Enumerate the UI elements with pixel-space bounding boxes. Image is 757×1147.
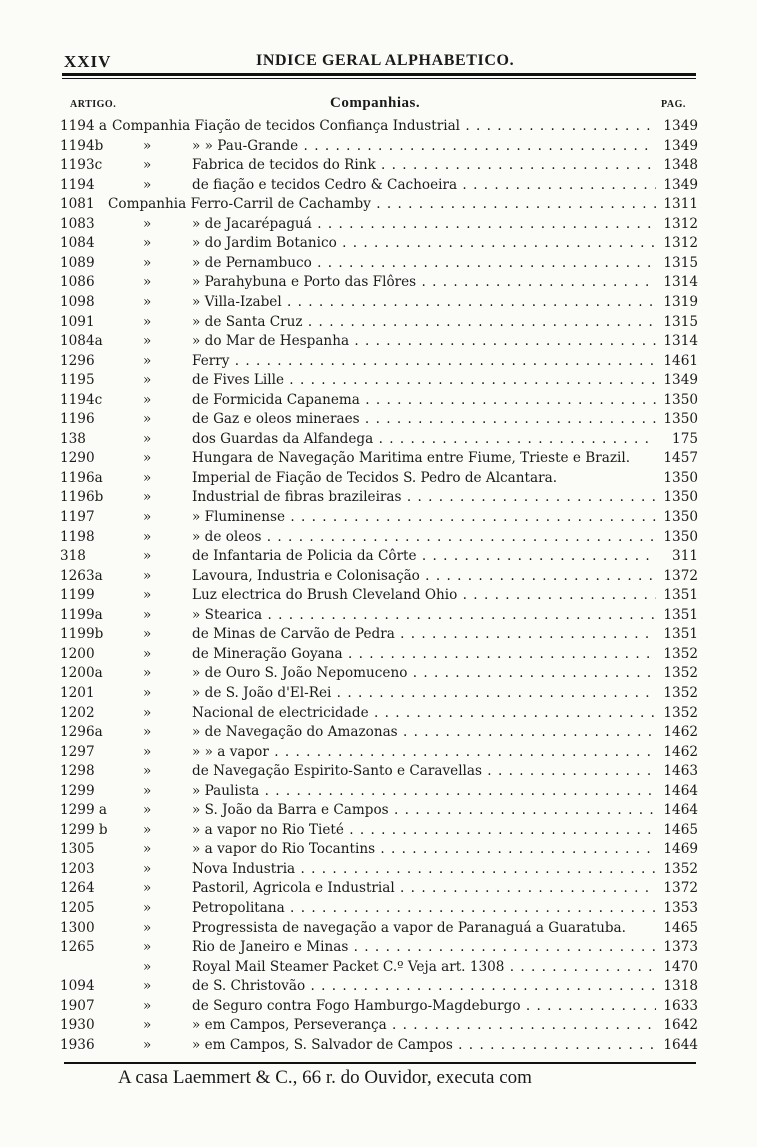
ditto-mark: »: [143, 645, 152, 662]
entry-description: » de Santa Cruz . . .: [192, 314, 656, 330]
article-number: 1290: [60, 450, 95, 467]
header-rule-thin: [62, 78, 696, 79]
entry-description: de Infantaria de Policia da Côrte . . .: [192, 548, 656, 564]
entry-description: Industrial de fibras brazileiras . . .: [192, 489, 656, 505]
index-row: [0, 138, 757, 158]
entry-description: » » Pau-Grande . . .: [192, 138, 656, 154]
ditto-mark: »: [143, 1017, 152, 1034]
index-row: [0, 783, 757, 803]
ditto-mark: »: [143, 860, 152, 877]
article-number: 1205: [60, 900, 95, 916]
page-reference: 1633: [663, 997, 698, 1014]
index-row: [0, 685, 757, 705]
ditto-mark: »: [143, 293, 152, 310]
article-number: 1196a: [60, 469, 103, 486]
page-number: XXIV: [64, 52, 112, 71]
ditto-mark: »: [143, 215, 152, 232]
article-number: 1297: [60, 743, 95, 760]
section-title: Companhias.: [330, 95, 421, 111]
index-row: [0, 665, 757, 685]
page-reference: 1318: [663, 978, 698, 995]
index-row: [0, 353, 757, 373]
page-reference: 1373: [663, 939, 698, 956]
ditto-mark: »: [143, 567, 152, 584]
entry-description: Imperial de Fiação de Tecidos S. Pedro de Alcantara.: [192, 469, 558, 486]
entry-description: dos Guardas da Alfandega . . .: [192, 431, 656, 447]
ditto-mark: »: [143, 939, 152, 956]
entry-description: » de Navegação do Amazonas . . .: [192, 724, 656, 740]
ditto-mark: »: [143, 235, 152, 252]
ditto-mark: »: [143, 919, 152, 936]
entry-description: » S. João da Barra e Campos . . .: [192, 802, 656, 818]
article-number: 1200a: [60, 665, 103, 682]
ditto-mark: »: [143, 958, 152, 975]
index-row: [0, 1037, 757, 1057]
index-row: [0, 802, 757, 822]
ditto-mark: »: [143, 176, 152, 193]
article-number: 1086: [60, 274, 95, 291]
page-reference: 1463: [663, 763, 698, 780]
entry-description: Petropolitana . . .: [192, 900, 656, 916]
article-number: 1264: [60, 880, 95, 897]
page-reference: 1352: [663, 860, 698, 877]
index-row: [0, 431, 757, 451]
index-row: [0, 861, 757, 881]
index-row: [0, 411, 757, 431]
entry-description: » de Pernambuco . . .: [192, 255, 656, 271]
index-row: [0, 900, 757, 920]
column-header-pag: PAG.: [661, 99, 686, 110]
page-reference: 1352: [663, 684, 698, 701]
article-number: 1936: [60, 1036, 95, 1053]
index-row: [0, 587, 757, 607]
ditto-mark: »: [143, 430, 152, 447]
article-number: 1200: [60, 645, 95, 662]
ditto-mark: »: [143, 704, 152, 721]
ditto-mark: »: [143, 411, 152, 428]
ditto-mark: »: [143, 274, 152, 291]
entry-description: » Fluminense . . .: [192, 509, 656, 525]
footer-text: A casa Laemmert & C., 66 r. do Ouvidor, executa com: [118, 1067, 532, 1088]
article-number: 318: [60, 548, 86, 565]
index-row: [0, 314, 757, 334]
index-row: [0, 841, 757, 861]
entry-description: de S. Christovão . . .: [192, 978, 656, 994]
index-row: [0, 998, 757, 1018]
index-row: [0, 978, 757, 998]
article-number: 1299: [60, 782, 95, 799]
index-row: [0, 157, 757, 177]
index-row: [0, 450, 757, 470]
page-reference: 1312: [663, 235, 698, 252]
page-reference: 1642: [663, 1017, 698, 1034]
article-number: 1202: [60, 704, 95, 721]
entry-description: Royal Mail Steamer Packet C.º Veja art. 1308 . . .: [192, 959, 656, 975]
ditto-mark: »: [143, 665, 152, 682]
ditto-mark: »: [143, 724, 152, 741]
entry-description: Companhia Ferro-Carril de Cachamby . . .: [108, 196, 656, 212]
entry-description: » de Ouro S. João Nepomuceno . . .: [192, 665, 656, 681]
entry-description: Luz electrica do Brush Cleveland Ohio . . .: [192, 587, 656, 603]
page-reference: 1461: [663, 352, 698, 369]
article-number: 1199: [60, 587, 95, 604]
index-row: [0, 959, 757, 979]
index-row: [0, 509, 757, 529]
article-number: 1197: [60, 509, 95, 525]
ditto-mark: »: [143, 978, 152, 995]
ditto-mark: »: [143, 313, 152, 330]
page-reference: 311: [672, 548, 698, 565]
article-number: 1193c: [60, 157, 103, 174]
article-number: 1930: [60, 1017, 95, 1034]
article-number: 1199a: [60, 606, 103, 623]
article-number: 1299 a: [60, 802, 108, 819]
page-reference: 1315: [663, 254, 698, 271]
page-reference: 1350: [663, 469, 698, 486]
article-number: 1196: [60, 411, 95, 428]
page-reference: 1351: [663, 606, 698, 623]
article-number: 1305: [60, 841, 95, 858]
entry-description: Hungara de Navegação Maritima entre Fiume, Trieste e Brazil.: [192, 450, 631, 467]
page-reference: 1462: [663, 724, 698, 741]
entry-description: » Stearica . . .: [192, 607, 656, 623]
article-number: 1089: [60, 254, 95, 271]
entry-description: » Paulista . . .: [192, 783, 656, 799]
article-number: 1194: [60, 176, 95, 193]
index-row: [0, 372, 757, 392]
entry-description: Companhia Fiação de tecidos Confiança Industrial . . .: [112, 118, 656, 134]
ditto-mark: »: [143, 743, 152, 760]
entry-description: de Seguro contra Fogo Hamburgo-Magdeburgo . . .: [192, 998, 656, 1014]
entry-description: Lavoura, Industria e Colonisação . . .: [192, 568, 656, 584]
index-row: [0, 920, 757, 940]
article-number: 1194c: [60, 391, 103, 408]
entry-description: de Navegação Espirito-Santo e Caravellas . . .: [192, 763, 656, 779]
index-row: [0, 744, 757, 764]
entry-description: Pastoril, Agricola e Industrial . . .: [192, 880, 656, 896]
article-number: 1198: [60, 528, 95, 545]
entry-description: Fabrica de tecidos do Rink . . .: [192, 157, 656, 173]
page-reference: 1348: [663, 157, 698, 174]
index-row: [0, 939, 757, 959]
entry-description: Nacional de electricidade . . .: [192, 705, 656, 721]
page-reference: 1349: [663, 137, 698, 154]
article-number: 1081: [60, 196, 95, 213]
index-row: [0, 177, 757, 197]
footer-rule: [64, 1062, 696, 1064]
article-number: 1199b: [60, 626, 104, 643]
page-reference: 1465: [663, 821, 698, 838]
index-row: [0, 626, 757, 646]
index-row: [0, 392, 757, 412]
ditto-mark: »: [143, 137, 152, 154]
page-reference: 1352: [663, 645, 698, 662]
page-reference: 1349: [663, 118, 698, 134]
ditto-mark: »: [143, 333, 152, 350]
index-row: [0, 763, 757, 783]
entry-description: » em Campos, Perseverança . . .: [192, 1017, 656, 1033]
index-row: [0, 274, 757, 294]
entry-description: » Villa-Izabel . . .: [192, 294, 656, 310]
page-reference: 1349: [663, 176, 698, 193]
index-row: [0, 216, 757, 236]
index-row: [0, 235, 757, 255]
index-row: [0, 1017, 757, 1037]
article-number: 1263a: [60, 567, 103, 584]
article-number: 1299 b: [60, 821, 108, 838]
ditto-mark: »: [143, 880, 152, 897]
article-number: 1194 a: [60, 118, 108, 134]
index-row: [0, 607, 757, 627]
article-number: 1203: [60, 860, 95, 877]
entry-description: de Mineração Goyana . . .: [192, 646, 656, 662]
ditto-mark: »: [143, 352, 152, 369]
page-reference: 1464: [663, 782, 698, 799]
entry-description: de Minas de Carvão de Pedra . . .: [192, 626, 656, 642]
page-reference: 1314: [663, 274, 698, 291]
ditto-mark: »: [143, 997, 152, 1014]
index-row: [0, 568, 757, 588]
index-row: [0, 880, 757, 900]
ditto-mark: »: [143, 841, 152, 858]
entry-description: Nova Industria . . .: [192, 861, 656, 877]
ditto-mark: »: [143, 548, 152, 565]
entry-description: » a vapor do Rio Tocantins . . .: [192, 841, 656, 857]
article-number: 1084a: [60, 333, 103, 350]
entry-description: de fiação e tecidos Cedro & Cachoeira . . .: [192, 177, 656, 193]
entry-description: Ferry . . .: [192, 353, 656, 369]
entry-description: » de oleos . . .: [192, 529, 656, 545]
ditto-mark: »: [143, 469, 152, 486]
article-number: 1265: [60, 939, 95, 956]
page-reference: 1372: [663, 567, 698, 584]
article-number: 1296a: [60, 724, 103, 741]
article-number: 138: [60, 430, 86, 447]
entry-description: » Parahybuna e Porto das Flôres . . .: [192, 274, 656, 290]
header-rule-thick: [62, 73, 696, 76]
page-reference: 1312: [663, 215, 698, 232]
article-number: 1083: [60, 215, 95, 232]
article-number: 1296: [60, 352, 95, 369]
index-row: [0, 470, 757, 490]
page-reference: 175: [672, 430, 698, 447]
ditto-mark: »: [143, 900, 152, 916]
page-reference: 1353: [663, 900, 698, 916]
ditto-mark: »: [143, 372, 152, 389]
ditto-mark: »: [143, 391, 152, 408]
ditto-mark: »: [143, 509, 152, 525]
article-number: 1298: [60, 763, 95, 780]
page-reference: 1644: [663, 1036, 698, 1053]
index-row: [0, 548, 757, 568]
ditto-mark: »: [143, 606, 152, 623]
ditto-mark: »: [143, 1036, 152, 1053]
article-number: 1194b: [60, 137, 104, 154]
ditto-mark: »: [143, 528, 152, 545]
ditto-mark: »: [143, 684, 152, 701]
index-row: [0, 822, 757, 842]
index-row: [0, 646, 757, 666]
entry-description: » em Campos, S. Salvador de Campos . . .: [192, 1037, 656, 1053]
article-number: 1098: [60, 293, 95, 310]
article-number: 1201: [60, 684, 95, 701]
page-reference: 1351: [663, 626, 698, 643]
ditto-mark: »: [143, 157, 152, 174]
page-reference: 1464: [663, 802, 698, 819]
page-reference: 1351: [663, 587, 698, 604]
page-reference: 1349: [663, 372, 698, 389]
page-reference: 1350: [663, 411, 698, 428]
entry-description: de Formicida Capanema . . .: [192, 392, 656, 408]
entry-description: Rio de Janeiro e Minas . . .: [192, 939, 656, 955]
ditto-mark: »: [143, 821, 152, 838]
index-row: [0, 196, 757, 216]
index-row: [0, 724, 757, 744]
index-row: [0, 705, 757, 725]
ditto-mark: »: [143, 450, 152, 467]
index-row: [0, 118, 757, 138]
entry-description: » a vapor no Rio Tieté . . .: [192, 822, 656, 838]
index-row: [0, 255, 757, 275]
ditto-mark: »: [143, 254, 152, 271]
column-header-artigo: ARTIGO.: [70, 99, 117, 110]
entry-description: » » a vapor . . .: [192, 744, 656, 760]
page-reference: 1372: [663, 880, 698, 897]
page-reference: 1350: [663, 509, 698, 525]
entry-description: de Gaz e oleos mineraes . . .: [192, 411, 656, 427]
article-number: 1091: [60, 313, 95, 330]
page-reference: 1352: [663, 704, 698, 721]
entry-description: Progressista de navegação a vapor de Paranaguá a Guaratuba.: [192, 919, 626, 936]
page-reference: 1350: [663, 528, 698, 545]
article-number: 1907: [60, 997, 95, 1014]
article-number: 1084: [60, 235, 95, 252]
page-reference: 1465: [663, 919, 698, 936]
page-reference: 1311: [663, 196, 698, 213]
page-reference: 1462: [663, 743, 698, 760]
entry-description: » do Jardim Botanico . . .: [192, 235, 656, 251]
page-reference: 1352: [663, 665, 698, 682]
index-row: [0, 333, 757, 353]
page-reference: 1457: [663, 450, 698, 467]
index-row: [0, 489, 757, 509]
page-reference: 1314: [663, 333, 698, 350]
article-number: 1196b: [60, 489, 104, 506]
index-row: [0, 529, 757, 549]
article-number: 1094: [60, 978, 95, 995]
page-reference: 1470: [663, 958, 698, 975]
ditto-mark: »: [143, 763, 152, 780]
entry-description: » do Mar de Hespanha . . .: [192, 333, 656, 349]
page-reference: 1469: [663, 841, 698, 858]
ditto-mark: »: [143, 489, 152, 506]
entry-description: de Fives Lille . . .: [192, 372, 656, 388]
index-row: [0, 294, 757, 314]
page-reference: 1350: [663, 391, 698, 408]
page-reference: 1315: [663, 313, 698, 330]
ditto-mark: »: [143, 782, 152, 799]
page-reference: 1350: [663, 489, 698, 506]
entry-description: » de S. João d'El-Rei . . .: [192, 685, 656, 701]
ditto-mark: »: [143, 802, 152, 819]
page-title: INDICE GERAL ALPHABETICO.: [256, 52, 515, 69]
entry-description: » de Jacarépaguá . . .: [192, 216, 656, 232]
article-number: 1300: [60, 919, 95, 936]
article-number: 1195: [60, 372, 95, 389]
ditto-mark: »: [143, 587, 152, 604]
page-reference: 1319: [663, 293, 698, 310]
ditto-mark: »: [143, 626, 152, 643]
